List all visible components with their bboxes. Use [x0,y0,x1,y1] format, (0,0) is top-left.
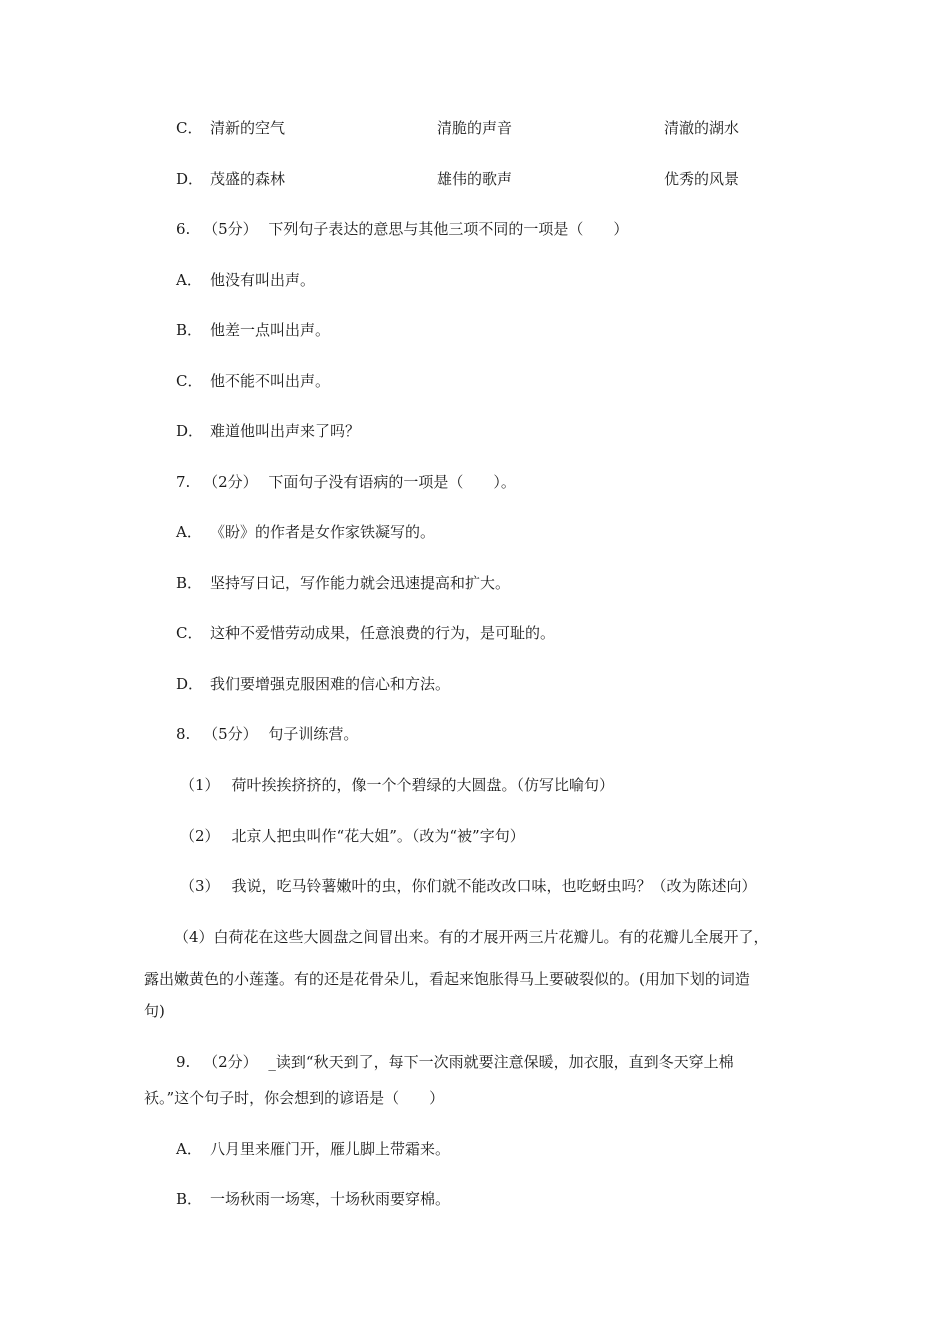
option-text: 这种不爱惜劳动成果，任意浪费的行为，是可耻的。 [210,624,556,642]
sub-text: 荷叶挨挨挤挤的，像一个个碧绿的大圆盘。（仿写比喻句） [231,776,615,794]
q8-sub-2 [180,826,525,846]
sub-label: （2） [180,827,220,845]
question-score: （2分） [203,1053,258,1071]
q5-option-d [176,169,876,189]
question-text: 句子训练营。 [268,725,359,743]
q8-sub-4-line-1: （4）白荷花在这些大圆盘之间冒出来。有的才展开两三片花瓣儿。有的花瓣儿全展开了， [174,928,769,946]
q8-sub-3 [180,876,757,896]
option-text: 他没有叫出声。 [210,271,316,289]
question-6-stem [176,219,628,239]
option-label: A． [176,523,202,541]
option-text: 我们要增强克服困难的信心和方法。 [210,675,451,693]
q6-option-b [176,320,330,340]
option-text: 他不能不叫出声。 [210,372,331,390]
q7-option-b [176,573,510,593]
question-number: 9. [176,1053,191,1071]
q6-option-a [176,270,315,290]
q7-option-d [176,674,450,694]
option-label: C． [176,624,203,642]
question-8-stem [176,724,358,744]
option-label: C． [176,372,203,390]
q9-option-a [176,1139,450,1159]
question-9-stem [176,1052,734,1072]
option-item: 清澈的湖水 [664,119,740,137]
option-label: D． [176,422,204,440]
option-label: A． [176,271,202,289]
sub-text: 北京人把虫叫作“花大姐”。（改为“被”字句） [231,827,525,845]
option-item: 清脆的声音 [437,119,513,137]
q9-option-b [176,1189,450,1209]
option-item: 茂盛的森林 [210,170,286,188]
q7-option-a [176,522,435,542]
q5-option-c [176,118,876,138]
sub-label: （3） [180,877,220,895]
q6-option-d [176,421,360,441]
option-item: 优秀的风景 [664,170,740,188]
option-label: B． [176,1190,203,1208]
question-7-stem [176,472,516,492]
option-item: 雄伟的歌声 [437,170,513,188]
question-score: （5分） [203,220,258,238]
option-label: A． [176,1140,202,1158]
option-text: 八月里来雁门开，雁儿脚上带霜来。 [210,1140,451,1158]
option-label: B． [176,574,203,592]
question-text: _读到“秋天到了，每下一次雨就要注意保暖，加衣服，直到冬天穿上棉 [268,1053,734,1071]
option-label: D． [176,170,204,188]
sub-text: 我说，吃马铃薯嫩叶的虫，你们就不能改改口味，也吃蚜虫吗？（改为陈述向） [231,877,757,895]
option-text: 坚持写日记，写作能力就会迅速提高和扩大。 [210,574,511,592]
question-number: 7. [176,473,191,491]
q7-option-c [176,623,555,643]
option-item: 清新的空气 [210,119,286,137]
q8-sub-4-line-2: 露出嫩黄色的小莲蓬。有的还是花骨朵儿，看起来饱胀得马上要破裂似的。(用加下划的词造 [144,970,750,988]
option-label: C． [176,119,203,137]
sub-label: （1） [180,776,220,794]
question-9-stem-line-2: 袄。”这个句子时，你会想到的谚语是（ ） [144,1089,445,1107]
option-label: D． [176,675,204,693]
option-label: B． [176,321,203,339]
option-text: 难道他叫出声来了吗？ [210,422,361,440]
question-score: （2分） [203,473,258,491]
q6-option-c [176,371,330,391]
q8-sub-4-line-3: 句) [144,1002,165,1020]
q8-sub-1 [180,775,614,795]
option-text: 他差一点叫出声。 [210,321,331,339]
option-text: 一场秋雨一场寒，十场秋雨要穿棉。 [210,1190,451,1208]
question-number: 6. [176,220,191,238]
question-text: 下面句子没有语病的一项是（ ）。 [268,473,516,491]
option-text: 《盼》的作者是女作家铁凝写的。 [210,523,436,541]
question-score: （5分） [203,725,258,743]
question-text: 下列句子表达的意思与其他三项不同的一项是（ ） [268,220,629,238]
question-number: 8. [176,725,191,743]
